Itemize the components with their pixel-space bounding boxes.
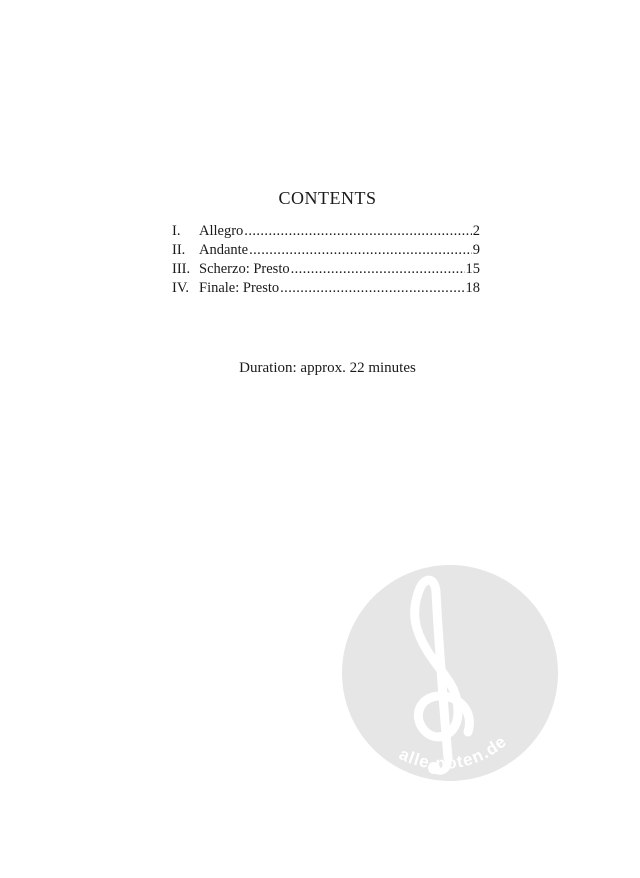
movement-title: Allegro	[199, 223, 244, 239]
movement-number: III.	[172, 261, 191, 277]
page-title: CONTENTS	[278, 188, 377, 208]
movement-title: Scherzo: Presto	[199, 261, 290, 277]
movement-number: I.	[172, 223, 181, 239]
toc-entry	[172, 241, 480, 260]
page-number: 2	[472, 223, 480, 239]
movement-title: Finale: Presto	[199, 280, 280, 296]
duration-text: Duration: approx. 22 minutes	[239, 360, 416, 376]
movement-number: II.	[172, 242, 186, 258]
toc-entry	[172, 260, 480, 279]
toc-entry	[172, 222, 480, 241]
toc-entry	[172, 279, 480, 298]
movement-title: Andante	[199, 242, 249, 258]
dot-leader	[280, 279, 464, 298]
page-number: 15	[465, 261, 480, 277]
watermark-text: alle-noten.de	[396, 731, 511, 773]
movement-number: IV.	[172, 280, 190, 296]
treble-clef-icon	[340, 562, 560, 784]
dot-leader	[244, 222, 471, 241]
dot-leader	[291, 260, 465, 279]
page-number: 18	[465, 280, 480, 296]
dot-leader	[249, 241, 472, 260]
page-number: 9	[472, 242, 480, 258]
table-of-contents	[172, 222, 480, 298]
watermark-logo	[340, 562, 560, 784]
